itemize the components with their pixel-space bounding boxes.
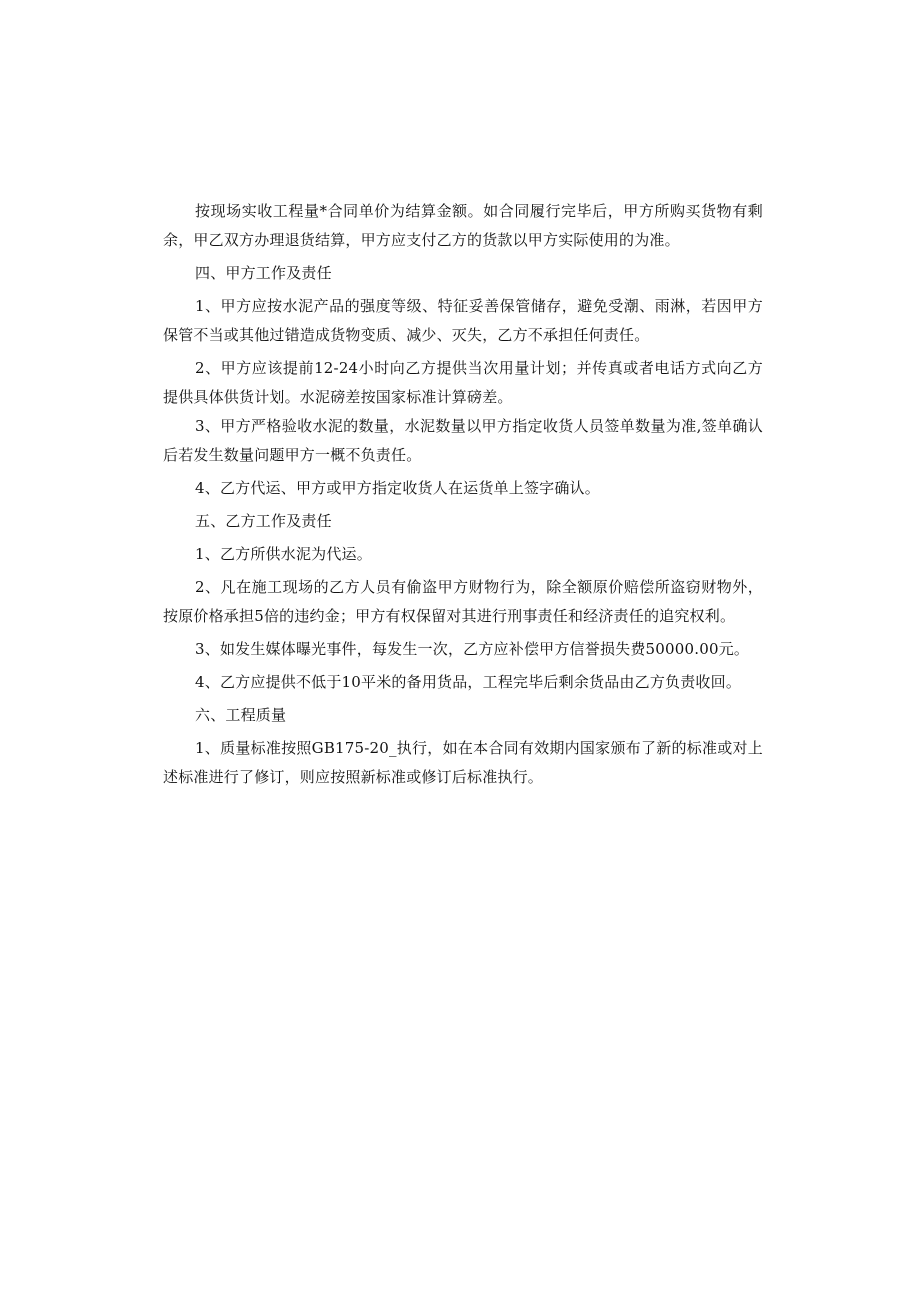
paragraph-a-inspection: 3、甲方严格验收水泥的数量，水泥数量以甲方指定收货人员签单数量为准,签单确认后若发生数量问题甲方一概不负责任。 xyxy=(163,417,763,464)
heading-quality: 六、工程质量 xyxy=(195,706,287,724)
heading-party-a-duties: 四、甲方工作及责任 xyxy=(195,264,332,282)
paragraph-quality-standard: 1、质量标准按照GB175-20_执行，如在本合同有效期内国家颁布了新的标准或对上述标准进行了修订，则应按照新标准或修订后标准执行。 xyxy=(163,739,763,786)
paragraph-b-theft: 2、凡在施工现场的乙方人员有偷盗甲方财物行为，除全额原价赔偿所盗窃财物外，按原价格承担5倍的违约金；甲方有权保留对其进行刑事责任和经济责任的追究权利。 xyxy=(163,578,763,625)
paragraph-b-media: 3、如发生媒体曝光事件，每发生一次，乙方应补偿甲方信誉损失费50000.00元。 xyxy=(195,640,750,658)
paragraph-b-transport: 1、乙方所供水泥为代运。 xyxy=(195,545,372,563)
paragraph-settlement: 按现场实收工程量*合同单价为结算金额。如合同履行完毕后，甲方所购买货物有剩余，甲乙双方办理退货结算，甲方应支付乙方的货款以甲方实际使用的为准。 xyxy=(163,202,763,249)
paragraph-b-spare-goods: 4、乙方应提供不低于10平米的备用货品，工程完毕后剩余货品由乙方负责收回。 xyxy=(195,673,742,691)
paragraph-a-plan: 2、甲方应该提前12-24小时向乙方提供当次用量计划；并传真或者电话方式向乙方提供具体供货计划。水泥磅差按国家标准计算磅差。 xyxy=(163,359,763,406)
paragraph-a-signature: 4、乙方代运、甲方或甲方指定收货人在运货单上签字确认。 xyxy=(195,479,600,497)
document-body xyxy=(163,197,763,792)
heading-party-b-duties: 五、乙方工作及责任 xyxy=(195,512,332,530)
paragraph-a-storage: 1、甲方应按水泥产品的强度等级、特征妥善保管储存，避免受潮、雨淋，若因甲方保管不当或其他过错造成货物变质、减少、灭失，乙方不承担任何责任。 xyxy=(163,297,763,344)
